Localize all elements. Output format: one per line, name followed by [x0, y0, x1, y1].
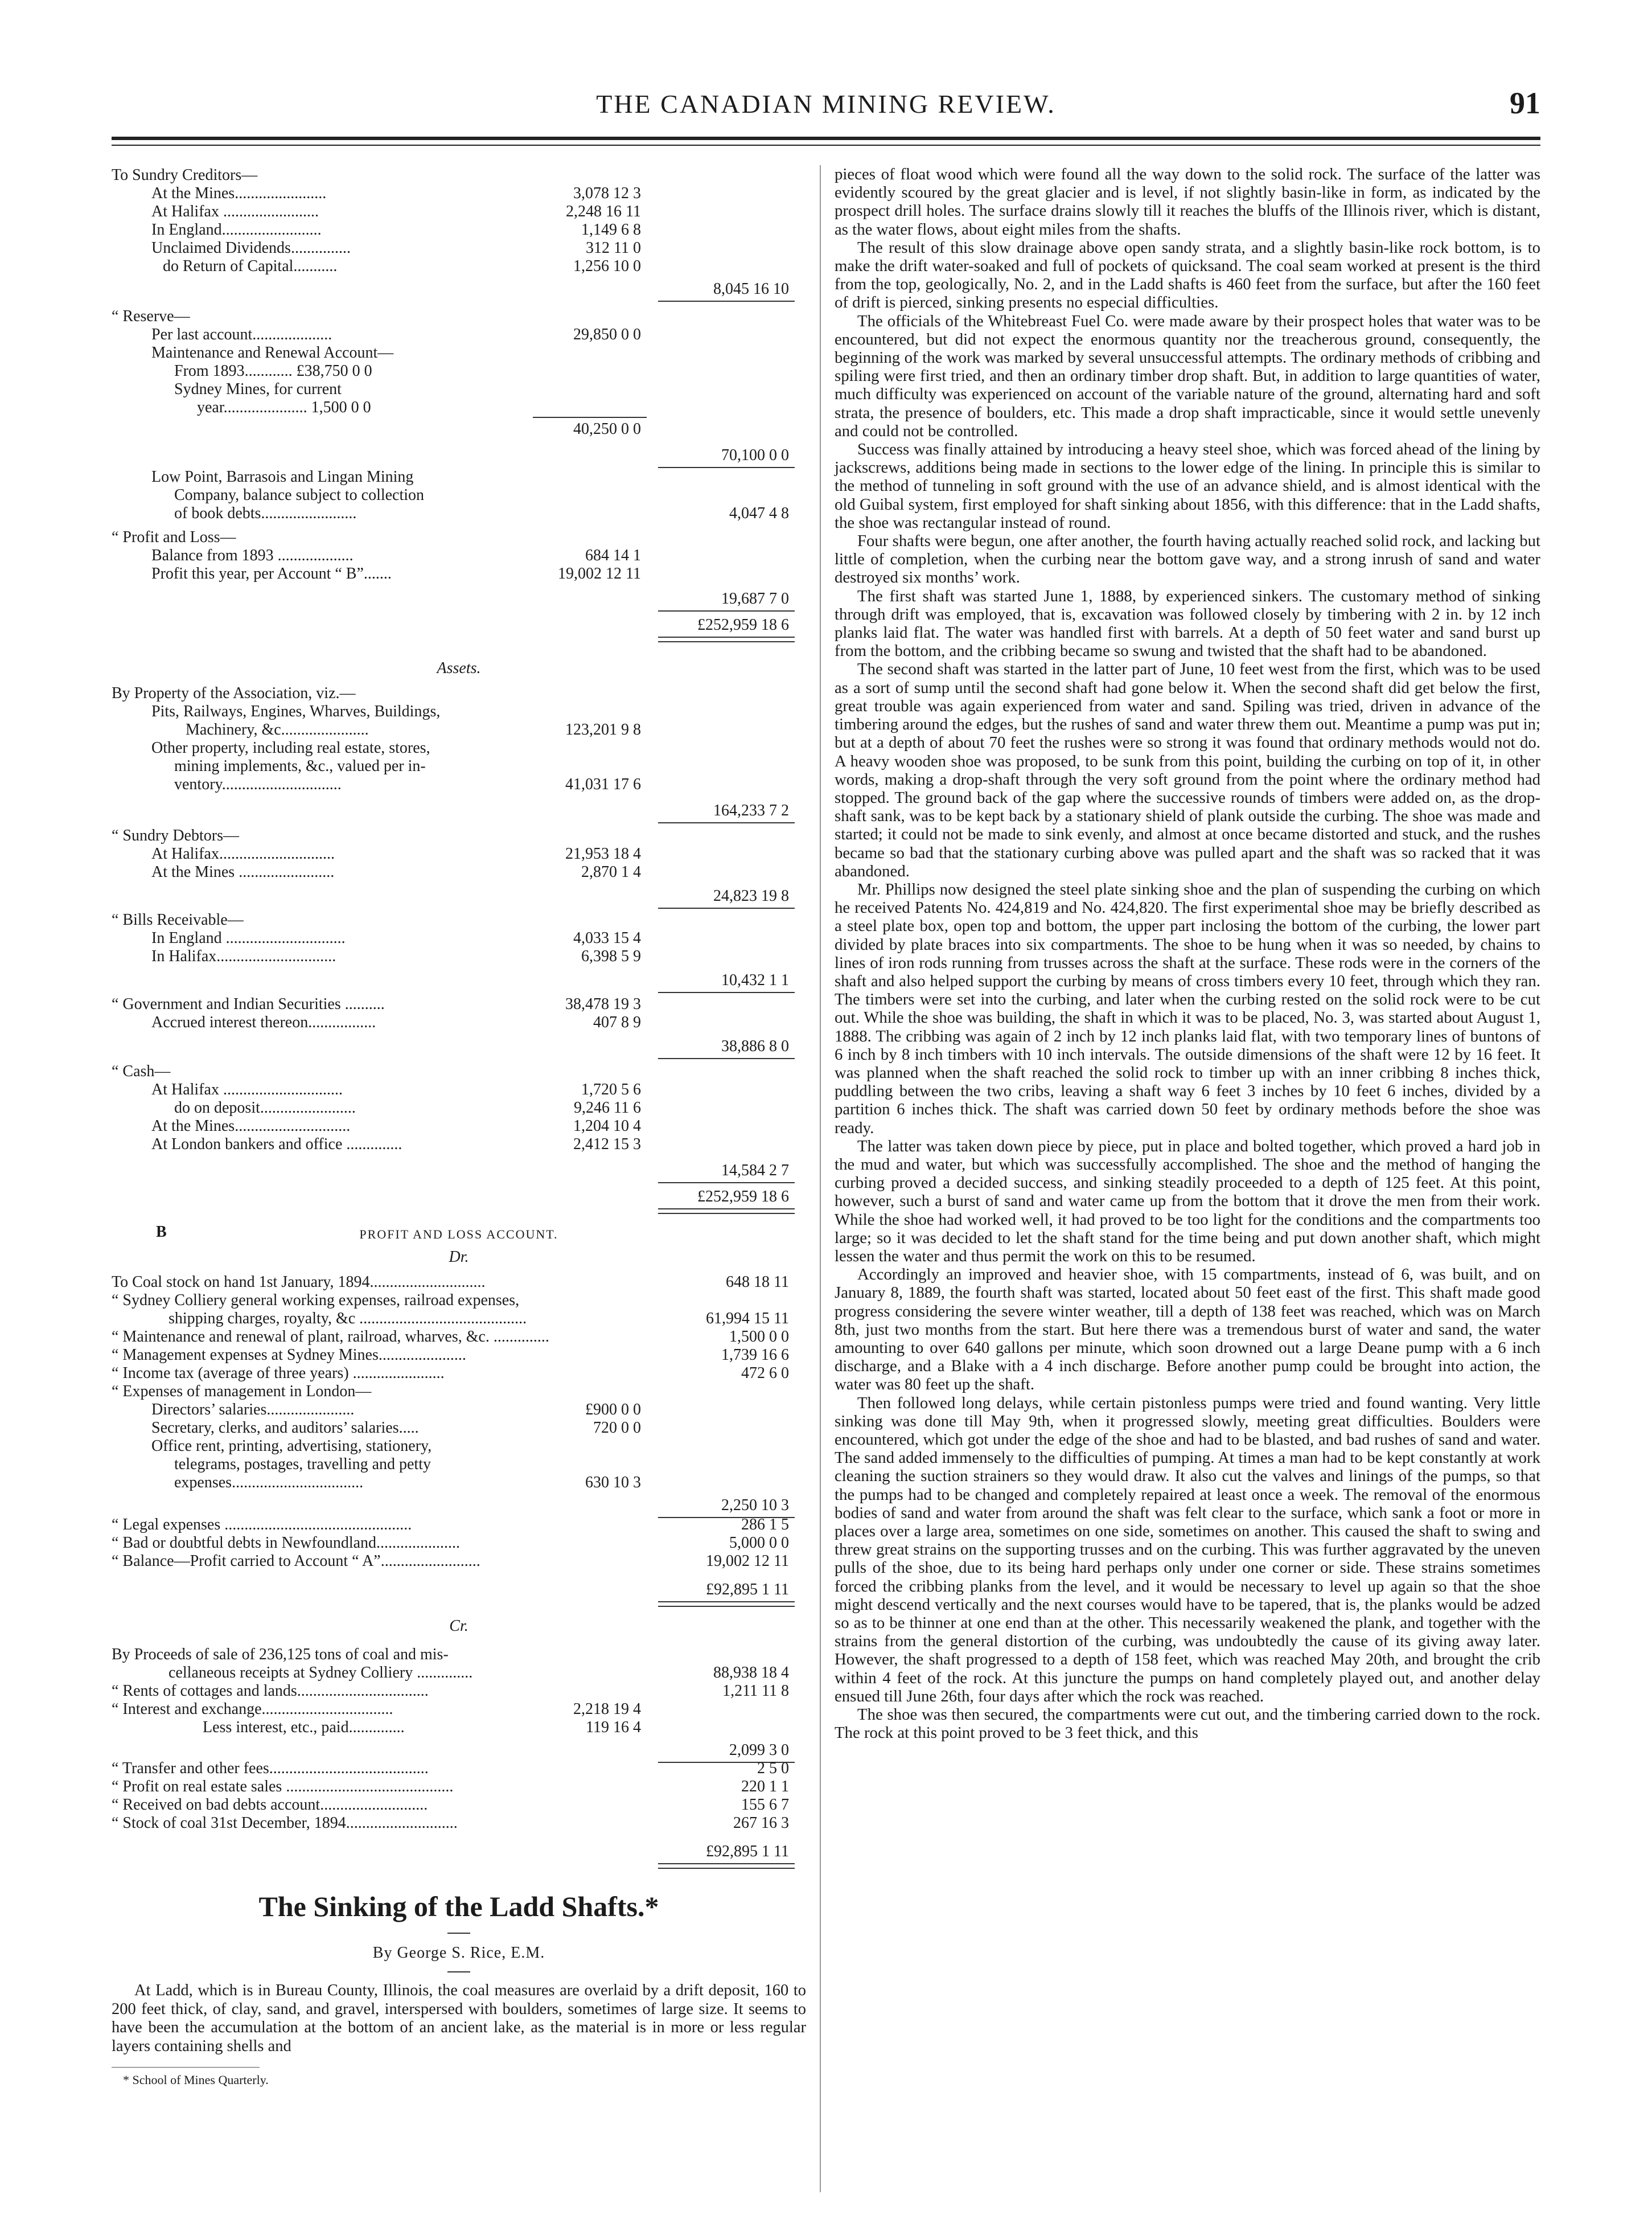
ledger-line: “ Bad or doubtful debts in Newfoundland.....................	[112, 1534, 461, 1552]
ledger-line: Pits, Railways, Engines, Wharves, Buildings,	[151, 703, 441, 720]
ledger-amount-inner: 123,201 9 8	[565, 721, 641, 739]
ledger-line: “ Stock of coal 31st December, 1894............................	[112, 1814, 458, 1832]
total-rule	[658, 610, 795, 612]
right-column	[835, 165, 1540, 2192]
paragraph: The latter was taken down piece by piece, put in place and bolted together, which proved a hard job in the mud and water, but which was successfully accomplished. The shoe and the method of hanging the curbing proved a decided success, and sinking steadily proceeded to a depth of 125 feet. At this point, however, such a burst of sand and water came up from the bottom that it drove the men from their work. While the shoe had worked well, it had proved to be too light for the conditions and the compartments too large; so it was decided to let the shaft stand for the time being and put down another shaft, which might lessen the water and thus permit the work on this to be resumed.	[835, 1137, 1540, 1265]
ledger-line: “ Cash—	[112, 1063, 171, 1080]
ledger-line: At Halifax ..............................	[151, 1081, 343, 1098]
ledger-line: Unclaimed Dividends...............	[151, 239, 351, 257]
total-rule	[658, 301, 795, 302]
paragraph: The second shaft was started in the latter part of June, 10 feet west from the first, which was to be used as a sort of sump until the second shaft had gone below it. When the second shaft did get below the first, great trouble was again experienced from water and sand. Spiling was tried, driven in advance of the timbering around the edges, but the rushes of sand and water threw them out. Meantime a pump was put in; but at a depth of about 70 feet the rushes were so strong it was found that ordinary methods would not do. A heavy wooden shoe was proposed, to be sunk from this point, building the curbing on top of it, in other words, making a drop-shaft through the very soft ground from the point where the ordinary method had stopped. The ground back of the gap where the successive rounds of timbers were added on, as the drop-shaft sank, was to be kept back by a stationary shield of plank outside the curbing. The shoe was made and started; it could not be made to sink evenly, and almost at once became distorted and stuck, and the rushes became so bad that the stationary curbing above was pulled apart and the shaft was so racked that it was abandoned.	[835, 660, 1540, 880]
ledger-amount-outer: 5,000 0 0	[729, 1534, 789, 1552]
ledger-amount-inner: 40,250 0 0	[573, 420, 641, 438]
ledger-line: To Sundry Creditors—	[112, 166, 258, 184]
ledger-line: of book debts........................	[174, 505, 357, 522]
ledger-amount-inner: 19,002 12 11	[558, 565, 641, 583]
page-number: 91	[1510, 86, 1540, 120]
total-rule	[658, 992, 795, 993]
total-rule	[658, 467, 795, 468]
ledger-amount-outer: £92,895 1 11	[706, 1581, 789, 1598]
column-divider	[820, 165, 821, 2192]
ledger-amount-outer: 19,687 7 0	[721, 590, 789, 608]
ledger-line: “ Bills Receivable—	[112, 911, 244, 929]
ledger-amount-inner: 2,412 15 3	[573, 1135, 641, 1153]
paragraph: The officials of the Whitebreast Fuel Co. were made aware by their prospect holes that water was to be encountered, but did not expect the enormous quantity nor the treacherous ground, consequently, the beginning of the work was marked by several unsuccessful attempts. The ordinary methods of cribbing and spiling were first tried, and then an ordinary timber drop shaft. But, in addition to large quantities of water, much difficulty was experienced on account of the variable nature of the ground, alternating hard and soft strata, the presence of boulders, etc. This made a drop shaft impracticable, since it would settle unevenly and could not be controlled.	[835, 311, 1540, 440]
ledger-line: At Halifax.............................	[151, 845, 335, 863]
ledger-amount-outer: 155 6 7	[741, 1796, 789, 1814]
ledger-line: “ Income tax (average of three years) .......................	[112, 1364, 445, 1382]
header-rule-thick	[112, 137, 1540, 140]
article-intro: At Ladd, which is in Bureau County, Illinois, the coal measures are overlaid by a drift deposit, 160 to 200 feet thick, of clay, sand, and gravel, interspersed with boulders, sometimes of large size. It seems to have been the accumulation at the bottom of an ancient lake, as the material is in more or less regular layers containing shells and	[112, 1982, 806, 2055]
ledger-amount-outer: 10,432 1 1	[721, 971, 789, 989]
ledger-amount-outer: 1,500 0 0	[729, 1328, 789, 1346]
ledger-line: Less interest, etc., paid..............	[203, 1719, 405, 1736]
ledger-amount-inner: 38,478 19 3	[565, 995, 641, 1013]
paragraph: Mr. Phillips now designed the steel plate sinking shoe and the plan of suspending the curbing on which he received Patents No. 424,819 and No. 424,820. The first experimental shoe may be briefly described as a steel plate box, open top and bottom, the upper part inclosing the bottom of the curbing, the lower part divided by plate braces into six compartments. The shoe to be hung when it was so needed, by chains to lines of iron rods running from trusses across the shaft at the surface. These rods were in the corners of the shaft and also helped support the curbing by means of cross timbers every 10 feet, through which they ran. The timbers were set into the curbing, and later when the curbing rested on the solid rock were to be cut out. While the shoe was building, the shaft in which it was to be placed, No. 3, was started about August 1, 1888. The cribbing was again of 2 inch by 12 inch planks laid flat, with two temporary lines of buntons of 6 inch by 8 inch timbers with 10 inch intervals. The outside dimensions of the shaft were 12 by 16 feet. It was planned when the shaft reached the solid rock to timber up with an inner cribbing 8 inches thick, puddling between the two cribs, leaving a shaft way 6 feet 3 inches by 10 feet 6 inches, divided by a partition 6 inches thick. The shaft was carried down 50 feet by ordinary methods before the shoe was ready.	[835, 880, 1540, 1137]
ledger-amount-outer: 88,938 18 4	[713, 1664, 789, 1681]
ledger-amount-outer: 61,994 15 11	[706, 1310, 789, 1327]
page-header	[112, 85, 1540, 128]
ledger-amount-outer: 164,233 7 2	[713, 802, 789, 819]
ledger-line: expenses.................................	[174, 1474, 364, 1491]
total-rule	[658, 1863, 795, 1869]
ledger-amount-outer: 1,739 16 6	[721, 1346, 789, 1364]
ledger-amount-inner: 9,246 11 6	[574, 1099, 641, 1117]
ledger-amount-outer: 24,823 19 8	[713, 887, 789, 905]
ledger-line: Directors’ salaries......................	[151, 1401, 355, 1418]
total-rule	[658, 1182, 795, 1183]
article-byline: By George S. Rice, E.M.	[372, 1944, 545, 1962]
pl-letter: B	[156, 1223, 167, 1241]
paragraph: The first shaft was started June 1, 1888, by experienced sinkers. The customary method of sinking through drift was employed, that is, excavation was followed closely by timbering with 2 in. by 12 inch planks laid flat. The water was handled first with barrels. At a depth of 50 feet water and sand burst up from the bottom, and the cribbing became so swung and twisted that the shaft had to be abandoned.	[835, 587, 1540, 661]
total-rule	[658, 908, 795, 909]
ledger-line: At London bankers and office ..............	[151, 1135, 402, 1153]
ledger-amount-inner: 1,204 10 4	[573, 1117, 641, 1135]
ledger-line: “ Sundry Debtors—	[112, 827, 239, 844]
ledger-amount-inner: 2,248 16 11	[566, 203, 641, 220]
paragraph: pieces of float wood which were found all the way down to the solid rock. The surface of the latter was evidently scoured by the great glacier and is level, if not slightly basin-like in form, as indicated by the prospect drill holes. The surface drains slowly till it reaches the bluffs of the Illinois river, which is distant, as the water flows, about eight miles from the shafts.	[835, 165, 1540, 239]
ledger-line: year..................... 1,500 0 0	[197, 399, 371, 416]
ledger-line: Sydney Mines, for current	[174, 380, 342, 398]
ledger-line: “ Government and Indian Securities ..........	[112, 995, 385, 1013]
ledger-amount-outer: 472 6 0	[741, 1364, 789, 1382]
ledger-line: “ Legal expenses ...............................................	[112, 1516, 412, 1533]
running-title: THE CANADIAN MINING REVIEW.	[596, 89, 1056, 118]
ledger-line: “ Expenses of management in London—	[112, 1383, 372, 1400]
paragraph: Then followed long delays, while certain pistonless pumps were tried and found wanting. Very little sinking was done till May 9th, when it progressed slowly, meeting great difficulties. Boulders were encountered, which got under the edge of the shoe and had to be blasted, and bad rushes of sand and water. The sand added immensely to the difficulties of pumping. At times a man had to be kept constantly at work cleaning the suction strainers so they would draw. It also cut the valves and linings of the pumps, so that the pumps had to be changed and completely repaired at least once a week. The removal of the enormous bodies of sand and water from around the shaft was felt clear to the surface, which sank a foot or more in places over a large area, sometimes on one side, sometimes on another. This caused the shaft to swing and threw great strains on the supporting trusses and on the curbing. This was further aggravated by the uneven pulls of the shoe, due to its being hard perhaps only under one corner or side. These strains sometimes forced the cribbing planks from the level, and it would be necessary to level up again so that the shoe might descend vertically and the next courses would have to be tapered, that is, the planks would be adzed so as to be thinner at one end than at the other. This necessarily weakened the plank, and together with the strains from the general distortion of the curbing, was undoubtedly the cause of its giving away later. However, the shaft progressed to a depth of 158 feet, which was reached May 20th, and brought the crib within 4 feet of the rock. At this juncture the pumps on hand completely played out, and another delay ensued till June 26th, four days after which the rock was reached.	[835, 1393, 1540, 1705]
paragraph: The shoe was then secured, the compartments were cut out, and the timbering carried down to the rock. The rock at this point proved to be 3 feet thick, and this	[835, 1705, 1540, 1742]
footnote-rule	[112, 2067, 260, 2068]
ledger-amount-outer: 8,045 16 10	[713, 280, 789, 298]
ledger-amount-outer: 286 1 5	[741, 1516, 789, 1533]
ledger-line: Profit this year, per Account “ B”.......	[151, 565, 392, 583]
ledger-line: Accrued interest thereon.................	[151, 1014, 376, 1031]
assets-heading: Assets.	[437, 659, 481, 677]
ledger-line: In Halifax..............................	[151, 948, 336, 965]
ledger-line: “ Reserve—	[112, 307, 190, 325]
ledger-amount-outer: 70,100 0 0	[721, 446, 789, 464]
paragraph: Four shafts were begun, one after another, the fourth having actually reached solid rock, and lacking but little of completion, when the curbing near the bottom gave way, and a strong inrush of sand and water destroyed six months’ work.	[835, 532, 1540, 587]
ledger-line: Machinery, &c......................	[186, 721, 369, 739]
ledger-line: By Property of the Association, viz.—	[112, 684, 356, 702]
left-column	[112, 165, 806, 2192]
ledger-amount-outer: 1,211 11 8	[722, 1682, 789, 1700]
balance-sheet-assets	[112, 683, 806, 1213]
total-rule	[658, 822, 795, 823]
ledger-amount-outer: £92,895 1 11	[706, 1843, 789, 1860]
ledger-amount-outer: 38,886 8 0	[721, 1037, 789, 1055]
ledger-line: Company, balance subject to collection	[174, 486, 425, 504]
ledger-line: shipping charges, royalty, &c ..........................................	[169, 1310, 527, 1327]
ledger-line: do Return of Capital...........	[163, 257, 338, 275]
ledger-amount-inner: 41,031 17 6	[565, 776, 641, 793]
ledger-amount-outer: 14,584 2 7	[721, 1162, 789, 1179]
ledger-amount-outer: 648 18 11	[726, 1273, 789, 1291]
ledger-line: At the Mines.......................	[151, 184, 327, 202]
ledger-amount-outer: 2,099 3 0	[729, 1741, 789, 1759]
footnote: * School of Mines Quarterly.	[123, 2073, 269, 2087]
ledger-line: Per last account....................	[151, 326, 332, 343]
ledger-amount-outer: 4,047 4 8	[729, 505, 789, 522]
ledger-amount-inner: £900 0 0	[585, 1401, 641, 1418]
ledger-amount-inner: 6,398 5 9	[581, 948, 641, 965]
ledger-amount-inner: 312 11 0	[586, 239, 641, 257]
ledger-amount-inner: 1,149 6 8	[581, 221, 641, 239]
ledger-line: “ Profit on real estate sales ..........................................	[112, 1778, 454, 1795]
article-continuation	[835, 165, 1540, 1742]
ledger-line: By Proceeds of sale of 236,125 tons of coal and mis-	[112, 1646, 449, 1663]
total-rule	[658, 1058, 795, 1059]
ledger-amount-inner: 4,033 15 4	[573, 929, 641, 947]
ledger-line: do on deposit........................	[174, 1099, 356, 1117]
total-rule	[658, 637, 795, 642]
ledger-line: “ Rents of cottages and lands.................................	[112, 1682, 429, 1700]
ledger-line: “ Management expenses at Sydney Mines......................	[112, 1346, 466, 1364]
ledger-line: “ Balance—Profit carried to Account “ A”.........................	[112, 1552, 480, 1570]
header-rule-thin	[112, 145, 1540, 146]
paragraph: Accordingly an improved and heavier shoe, with 15 compartments, instead of 6, was built, and on January 8, 1889, the fourth shaft was started, located about 50 feet east of the first. This shaft made good progress considering the severe winter weather, till a depth of 138 feet was reached, which was on March 8th, just two months from the start. But here there was a tremendous burst of water and sand, the water amounting to over 640 gallons per minute, which soon drowned out a large Deane pump with a 6 inch discharge, and a Blake with a 4 inch discharge. Before another pump could be brought into action, the water was 80 feet up the shaft.	[835, 1265, 1540, 1394]
subtotal-rule	[533, 417, 647, 418]
ledger-line: ventory..............................	[174, 776, 342, 793]
ledger-line: “ Transfer and other fees........................................	[112, 1760, 429, 1777]
balance-sheet-liabilities	[112, 165, 806, 643]
ledger-amount-inner: 630 10 3	[585, 1474, 641, 1491]
ledger-amount-outer: 2 5 0	[757, 1760, 789, 1777]
cr-heading: Cr.	[449, 1617, 469, 1635]
ledger-amount-inner: 2,218 19 4	[573, 1700, 641, 1718]
ledger-line: “ Profit and Loss—	[112, 528, 236, 546]
ledger-line: At Halifax ........................	[151, 203, 319, 220]
byline-dash	[447, 1971, 470, 1972]
ledger-amount-outer: 267 16 3	[733, 1814, 789, 1832]
ledger-amount-inner: 119 16 4	[586, 1719, 641, 1736]
ledger-line: Maintenance and Renewal Account—	[151, 344, 394, 362]
ledger-amount-outer: 220 1 1	[741, 1778, 789, 1795]
ledger-line: “ Received on bad debts account...........................	[112, 1796, 428, 1814]
ledger-amount-inner: 1,720 5 6	[581, 1081, 641, 1098]
ledger-amount-inner: 720 0 0	[593, 1419, 641, 1437]
total-rule	[658, 1208, 795, 1214]
ledger-line: Low Point, Barrasois and Lingan Mining	[151, 468, 414, 486]
pl-debits	[112, 1272, 806, 1608]
paragraph: The result of this slow drainage above open sandy strata, and a slightly basin-like rock bottom, is to make the drift water-soaked and full of pockets of quicksand. The coal seam worked at present is the third from the top, geologically, No. 2, and in the Ladd shafts is 460 feet from the surface, but after the 160 feet of drift is pierced, sinking presents no especial difficulties.	[835, 238, 1540, 312]
ledger-line: “ Sydney Colliery general working expenses, railroad expenses,	[112, 1291, 520, 1309]
ledger-line: At the Mines.............................	[151, 1117, 351, 1135]
dr-heading: Dr.	[449, 1248, 469, 1266]
ledger-amount-inner: 21,953 18 4	[565, 845, 641, 863]
ledger-line: cellaneous receipts at Sydney Colliery ..............	[169, 1664, 473, 1681]
ledger-amount-inner: 3,078 12 3	[573, 184, 641, 202]
ledger-line: In England ..............................	[151, 929, 346, 947]
ledger-amount-inner: 29,850 0 0	[573, 326, 641, 343]
ledger-line: In England.........................	[151, 221, 322, 239]
ledger-line: To Coal stock on hand 1st January, 1894.............................	[112, 1273, 486, 1291]
ledger-line: At the Mines ........................	[151, 863, 335, 881]
ledger-amount-outer: £252,959 18 6	[697, 1188, 789, 1205]
ledger-amount-outer: £252,959 18 6	[697, 616, 789, 634]
ledger-amount-inner: 2,870 1 4	[581, 863, 641, 881]
total-rule	[658, 1601, 795, 1607]
ledger-line: Balance from 1893 ...................	[151, 547, 354, 564]
article-title: The Sinking of the Ladd Shafts.*	[258, 1890, 659, 1922]
ledger-amount-inner: 1,256 10 0	[573, 257, 641, 275]
ledger-amount-outer: 19,002 12 11	[706, 1552, 789, 1570]
ledger-amount-inner: 407 8 9	[593, 1014, 641, 1031]
title-dash	[447, 1933, 470, 1934]
ledger-line: “ Maintenance and renewal of plant, railroad, wharves, &c. ..............	[112, 1328, 549, 1346]
pl-credits	[112, 1644, 806, 1872]
ledger-line: mining implements, &c., valued per in-	[174, 757, 426, 775]
ledger-amount-outer: 2,250 10 3	[721, 1496, 789, 1514]
ledger-line: Secretary, clerks, and auditors’ salaries.....	[151, 1419, 419, 1437]
ledger-line: From 1893............ £38,750 0 0	[174, 362, 372, 380]
paragraph: Success was finally attained by introducing a heavy steel shoe, which was forced ahead of the lining by jackscrews, additions being made in sections to the lower edge of the lining. In principle this is similar to the method of tunneling in soft ground with the use of an advance shield, and is almost identical with the old Guibal system, first employed for shaft sinking about 1856, with this difference: that in the Ladd shafts, the shoe was rectangular instead of round.	[835, 440, 1540, 532]
ledger-line: “ Interest and exchange.................................	[112, 1700, 393, 1718]
pl-heading: PROFIT AND LOSS ACCOUNT.	[359, 1227, 558, 1241]
ledger-line: Other property, including real estate, stores,	[151, 739, 430, 757]
ledger-line: Office rent, printing, advertising, stationery,	[151, 1437, 432, 1455]
ledger-amount-inner: 684 14 1	[585, 547, 641, 564]
ledger-line: telegrams, postages, travelling and petty	[174, 1455, 431, 1473]
